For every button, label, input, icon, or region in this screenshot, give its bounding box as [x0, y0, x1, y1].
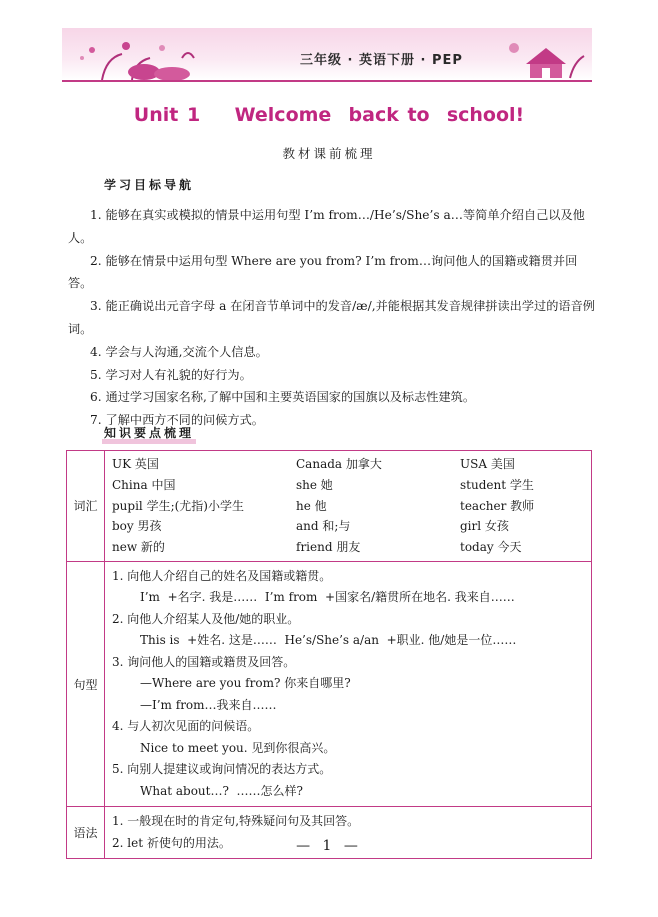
header-divider	[62, 80, 592, 82]
vocab-word: China 中国	[112, 477, 176, 492]
vocab-word: and 和;与	[296, 519, 351, 534]
goal-item: 1. 能够在真实或模拟的情景中运用句型 I’m from…/He’s/She’s a…等简单介绍自己以及他人。	[68, 208, 585, 245]
vocab-word: today 今天	[460, 540, 522, 555]
goals-list	[68, 204, 598, 432]
vocab-label: 词汇	[67, 451, 105, 562]
floral-decoration-icon	[62, 28, 202, 80]
section-subtitle: 教材课前梳理	[282, 146, 376, 161]
goal-item: 3. 能正确说出元音字母 a 在闭音节单词中的发音/æ/,并能根据其发音规律拼读出学过的语音例词。	[68, 299, 595, 336]
header-title: 三年级 · 英语下册 · PEP	[300, 53, 463, 68]
vocab-word: pupil 学生;(尤指)小学生	[112, 498, 244, 513]
pattern-title: 5. 向别人提建议或询问情况的表达方式。	[112, 762, 332, 777]
knowledge-table	[66, 450, 592, 859]
vocab-cell	[105, 451, 592, 562]
patterns-row	[67, 561, 592, 807]
unit-title: Unit 1 Welcome back to school!	[133, 104, 525, 126]
vocab-word: he 他	[296, 498, 327, 513]
goals-heading	[104, 176, 194, 193]
knowledge-heading	[104, 424, 194, 441]
pattern-title: 3. 询问他人的国籍或籍贯及回答。	[112, 654, 296, 669]
goal-item: 7. 了解中西方不同的问候方式。	[90, 413, 264, 428]
vocab-word: teacher 教师	[460, 498, 535, 513]
pattern-example: What about…? ……怎么样?	[140, 783, 303, 798]
vocab-word: girl 女孩	[460, 519, 509, 534]
vocab-word: Canada 加拿大	[296, 457, 382, 471]
page-number: — 1 —	[296, 838, 362, 854]
vocab-word: USA 美国	[460, 457, 515, 471]
vocab-word: student 学生	[460, 477, 534, 492]
pattern-example: This is +姓名. 这是…… He’s/She’s a/an +职业. 他/她是一位……	[140, 633, 517, 648]
pattern-example: —Where are you from? 你来自哪里?	[140, 676, 351, 691]
pattern-title: 1. 向他人介绍自己的姓名及国籍或籍贯。	[112, 568, 332, 583]
pattern-example: Nice to meet you. 见到你很高兴。	[140, 740, 336, 755]
grammar-item: 2. let 祈使句的用法。	[112, 835, 231, 850]
goal-item: 5. 学习对人有礼貌的好行为。	[90, 367, 252, 382]
vocab-word: friend 朋友	[296, 540, 361, 555]
goal-item: 4. 学会与人沟通,交流个人信息。	[90, 344, 268, 359]
vocab-word: new 新的	[112, 540, 165, 555]
pattern-title: 2. 向他人介绍某人及他/她的职业。	[112, 611, 300, 626]
knowledge-heading-text: 知识要点梳理	[104, 426, 195, 440]
house-decoration-icon	[500, 34, 590, 80]
vocab-word: boy 男孩	[112, 519, 162, 534]
patterns-label: 句型	[67, 561, 105, 807]
vocab-word: UK 英国	[112, 457, 159, 471]
pattern-title: 4. 与人初次见面的问候语。	[112, 719, 260, 734]
pattern-example: —I’m from…我来自……	[140, 697, 277, 712]
grammar-item: 1. 一般现在时的肯定句,特殊疑问句及其回答。	[112, 814, 360, 829]
goals-heading-text: 学习目标导航	[104, 178, 195, 192]
vocab-row	[67, 451, 592, 562]
pattern-example: I’m +名字. 我是…… I’m from +国家名/籍贯所在地名. 我来自……	[140, 590, 515, 605]
goal-item: 2. 能够在情景中运用句型 Where are you from? I’m from…询问他人的国籍或籍贯并回答。	[68, 253, 578, 291]
vocab-word: she 她	[296, 477, 333, 492]
patterns-list	[106, 563, 590, 806]
patterns-cell	[105, 561, 592, 807]
grammar-label: 语法	[67, 807, 105, 859]
goal-item: 6. 通过学习国家名称,了解中国和主要英语国家的国旗以及标志性建筑。	[90, 390, 476, 405]
vocab-grid	[106, 452, 590, 560]
